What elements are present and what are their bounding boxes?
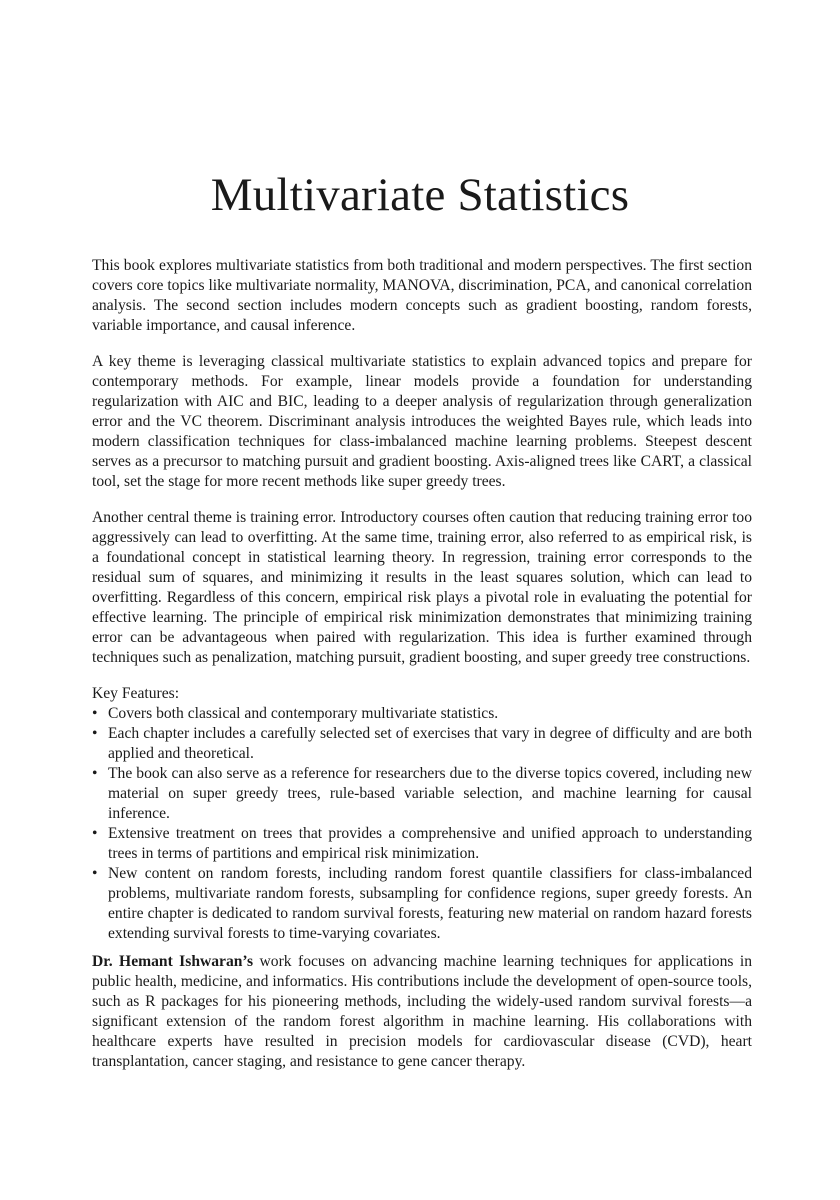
key-features-heading: Key Features: [92, 685, 180, 702]
bullet-icon: • [92, 725, 98, 742]
author-bio-paragraph [92, 952, 752, 1072]
feature-item [92, 764, 752, 824]
key-theme-paragraph: A key theme is leveraging classical multivariate statistics to explain advanced topics and prepare for contemporary methods. For example, linear models provide a foundation for understanding regularization with AIC and BIC, leading to a deeper analysis of regularization through generalization error and the VC theorem. Discriminant analysis introduces the weighted Bayes rule, which leads into modern classification techniques for class-imbalanced machine learning problems. Steepest descent serves as a precursor to matching pursuit and gradient boosting. Axis-aligned trees like CART, a classical tool, set the stage for more recent methods like super greedy trees. [92, 353, 752, 490]
book-title: Multivariate Statistics [210, 169, 630, 221]
feature-item [92, 824, 752, 864]
feature-text: Each chapter includes a carefully selected set of exercises that vary in degree of difficulty and are both applied and theoretical. [108, 725, 752, 762]
key-features-list [92, 704, 752, 944]
bullet-icon: • [92, 765, 98, 782]
bullet-icon: • [92, 865, 98, 882]
description-body [92, 256, 752, 1088]
bullet-icon: • [92, 825, 98, 842]
feature-text: New content on random forests, including random forest quantile classifiers for class-imbalanced problems, multivariate random forests, subsampling for confidence regions, super greedy forests. An entire chapter is dedicated to random survival forests, featuring new material on random hazard forests extending survival forests to time-varying covariates. [108, 865, 752, 942]
bullet-icon: • [92, 705, 98, 722]
feature-text: The book can also serve as a reference for researchers due to the diverse topics covered, including new material on super greedy trees, rule-based variable selection, and machine learning for causal inference. [108, 765, 752, 822]
author-name: Dr. Hemant Ishwaran’s [92, 953, 254, 970]
feature-item [92, 704, 752, 724]
feature-item [92, 864, 752, 944]
intro-paragraph: This book explores multivariate statistics from both traditional and modern perspectives. The first section covers core topics like multivariate normality, MANOVA, discrimination, PCA, and canonical correlation analysis. The second section includes modern concepts such as gradient boosting, random forests, variable importance, and causal inference. [92, 257, 752, 334]
author-bio: work focuses on advancing machine learning techniques for applications in public health, medicine, and informatics. His contributions include the development of open-source tools, such as R packages for his pioneering methods, including the widely-used random survival forests—a significant extension of the random forest algorithm in machine learning. His collaborations with healthcare experts have resulted in precision models for cardiovascular disease (CVD), heart transplantation, cancer staging, and resistance to gene cancer therapy. [92, 953, 752, 1070]
feature-text: Covers both classical and contemporary multivariate statistics. [108, 705, 499, 722]
feature-text: Extensive treatment on trees that provides a comprehensive and unified approach to understanding trees in terms of partitions and empirical risk minimization. [108, 825, 752, 862]
feature-item [92, 724, 752, 764]
training-error-paragraph: Another central theme is training error. Introductory courses often caution that reducing training error too aggressively can lead to overfitting. At the same time, training error, also referred to as empirical risk, is a foundational concept in statistical learning theory. In regression, training error corresponds to the residual sum of squares, and minimizing it results in the least squares solution, which can lead to overfitting. Regardless of this concern, empirical risk plays a pivotal role in evaluating the potential for effective learning. The principle of empirical risk minimization demonstrates that minimizing training error can be advantageous when paired with regularization. This idea is further examined through techniques such as penalization, matching pursuit, gradient boosting, and super greedy tree constructions. [92, 509, 752, 666]
